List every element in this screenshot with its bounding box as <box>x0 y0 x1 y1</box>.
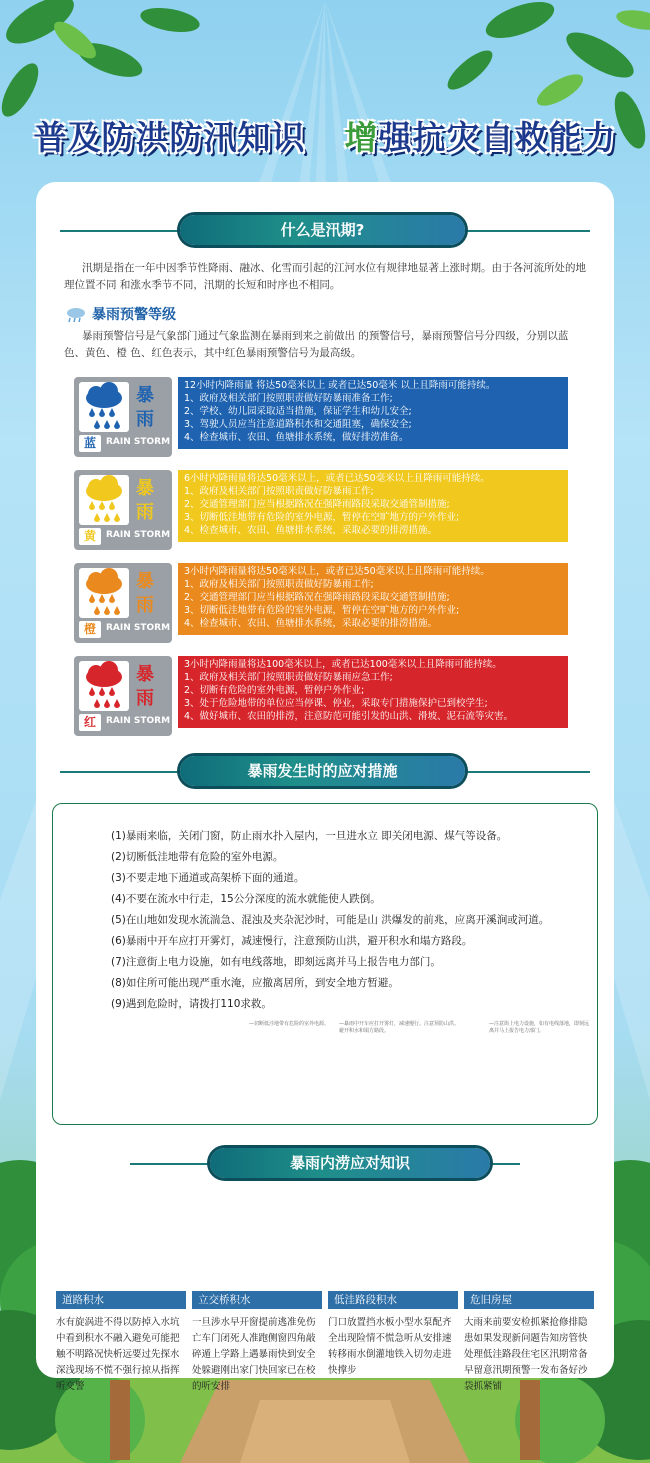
warning-badge <box>74 563 172 643</box>
card-title: 危旧房屋 <box>464 1291 594 1309</box>
warning-badge <box>74 377 172 457</box>
warning-line: 4、检查城市、农田、鱼塘排水系统，做好排涝准备。 <box>184 432 409 443</box>
rain-storm-label: RAIN STORM <box>106 716 171 726</box>
card-text: 一旦涉水早开窗提前逃准免伤亡车门闭死人准跑侧窗四角敲碎遁上学路上遇暴雨快到安全处躲避刚出家门快回家已在校的听安排 <box>192 1317 316 1392</box>
warning-line: 3小时内降雨量将达100毫米以上，或者已达100毫米以上且降雨可能持续。 <box>184 659 502 670</box>
warning-char-1: 暴 <box>136 478 154 499</box>
warning-line: 3、处于危险地带的单位应当停课、停业，采取专门措施保护已到校学生; <box>184 698 488 709</box>
warning-levels-intro: 暴雨预警信号是气象部门通过气象监测在暴雨到来之前做出 的预警信号，暴雨预警信号分四级，分别以蓝色、黄色、橙 色、红色表示，其中红色暴雨预警信号为最高级。 <box>64 330 569 359</box>
warning-line: 2、交通管理部门应当根据路况在强降雨路段采取交通管制措施; <box>184 592 450 603</box>
card-old-house <box>464 1291 594 1395</box>
warning-char-2: 雨 <box>136 409 154 430</box>
warning-line: 2、学校、幼儿园采取适当措施，保证学生和幼儿安全; <box>184 406 412 417</box>
card-lowland-water <box>328 1291 458 1379</box>
warning-char-1: 暴 <box>136 571 154 592</box>
warning-description <box>178 470 568 542</box>
measure-item: (6)暴雨中开车应打开雾灯，减速慢行，注意预防山洪，避开积水和塌方路段。 <box>111 935 473 947</box>
measure-item: (3)不要走地下通道或高架桥下面的通道。 <box>111 872 305 884</box>
card-overpass-water <box>192 1291 322 1395</box>
warning-line: 4、做好城市、农田的排涝，注意防范可能引发的山洪、滑坡、泥石流等灾害。 <box>184 711 514 722</box>
measure-item: (5)在山地如发现水流湍急、混浊及夹杂泥沙时，可能是山 洪爆发的前兆，应离开溪涧或河道。 <box>111 914 550 926</box>
warning-line: 3、驾驶人员应当注意道路积水和交通阻塞，确保安全; <box>184 419 412 430</box>
rain-cloud-icon <box>79 568 129 618</box>
warning-char-1: 暴 <box>136 385 154 406</box>
warning-level-row <box>74 377 568 457</box>
rain-cloud-icon <box>79 661 129 711</box>
measure-item: (2)切断低洼地带有危险的室外电源。 <box>111 851 284 863</box>
warning-line: 3、切断低洼地带有危险的室外电源，暂停在空旷地方的户外作业; <box>184 512 460 523</box>
card-title: 低洼路段积水 <box>328 1291 458 1309</box>
warning-char-2: 雨 <box>136 502 154 523</box>
warning-line: 2、交通管理部门应当根据路况在强降雨路段采取交通管制措施; <box>184 499 450 510</box>
tiny-note: —注意街上电力设施，如有电线落地，即刻远离并马上报告电力部门。 <box>489 1021 590 1034</box>
warning-line: 6小时内降雨量将达50毫米以上，或者已达50毫米以上且降雨可能持续。 <box>184 473 490 484</box>
title-part2: 强抗灾自救能力 <box>378 118 617 157</box>
warning-color-label: 黄 <box>79 528 101 545</box>
warning-line: 1、政府及相关部门按照职责做好防暴雨工作; <box>184 579 374 590</box>
warning-line: 12小时内降雨量 将达50毫米以上 或者已达50毫米 以上且降雨可能持续。 <box>184 380 496 391</box>
warning-line: 1、政府及相关部门按照职责做好防暴雨应急工作; <box>184 672 393 683</box>
measure-item: (8)如住所可能出现严重水淹，应撤离居所，到安全地方暂避。 <box>111 977 399 989</box>
tiny-note: —切断低洼地带有危险的室外电源。 <box>249 1021 330 1027</box>
card-title: 立交桥积水 <box>192 1291 322 1309</box>
warning-description <box>178 377 568 449</box>
card-title: 道路积水 <box>56 1291 186 1309</box>
warning-level-row <box>74 656 568 736</box>
rain-storm-label: RAIN STORM <box>106 437 171 447</box>
warning-color-label: 蓝 <box>79 435 101 452</box>
card-text: 门口放置挡水板小型水泵配齐全出现险情不慌急听从安排速转移雨水倒灌地铁入切勿走进快撑步 <box>328 1317 452 1376</box>
warning-levels-heading: 暴雨预警等级 <box>92 307 176 323</box>
warning-char-2: 雨 <box>136 595 154 616</box>
warning-level-row <box>74 563 568 643</box>
section1-paragraph: 汛期是指在一年中因季节性降雨、融冰、化雪而引起的江河水位有规律地显著上涨时期。由于各河流所处的地理位置不同 和涨水季节不同，汛期的长短和时序也不相同。 <box>64 262 586 291</box>
title-part1: 普及防洪防汛知识 <box>33 118 306 157</box>
card-text: 大雨来前要安检抓紧抢修排隐患如果发现新问题告知房管快处理低洼路段住宅区汛期常备早留意汛期预警一发布备好沙袋抓紧铺 <box>464 1317 588 1392</box>
rain-cloud-icon <box>79 382 129 432</box>
warning-line: 3小时内降雨量将达50毫米以上，或者已达50毫米以上且降雨可能持续。 <box>184 566 490 577</box>
warning-badge <box>74 656 172 736</box>
title-highlight: 增 <box>344 118 379 157</box>
measures-list <box>111 826 549 1015</box>
card-text: 水有旋涡进不得以防掉入水坑中看到积水不融入避免可能把触不明路况快析远要过先探水深浅现场不慌不强行掠从指挥听交警 <box>56 1317 180 1392</box>
measure-item: (9)遇到危险时，请拨打110求救。 <box>111 998 272 1010</box>
rain-storm-label: RAIN STORM <box>106 530 171 540</box>
measures-box <box>52 803 598 1125</box>
rain-storm-label: RAIN STORM <box>106 623 171 633</box>
warning-char-2: 雨 <box>136 688 154 709</box>
section1-heading: 什么是汛期? <box>180 215 465 245</box>
warning-description <box>178 563 568 635</box>
section3-heading: 暴雨内涝应对知识 <box>210 1148 490 1178</box>
warning-char-1: 暴 <box>136 664 154 685</box>
warning-line: 4、检查城市、农田、鱼塘排水系统，采取必要的排涝措施。 <box>184 618 438 629</box>
card-road-water <box>56 1291 186 1395</box>
measure-item: (1)暴雨来临，关闭门窗，防止雨水扑入屋内，一旦进水立 即关闭电源、煤气等设备。 <box>111 830 508 842</box>
rain-cloud-icon <box>79 475 129 525</box>
warning-color-label: 橙 <box>79 621 101 638</box>
warning-description <box>178 656 568 728</box>
warning-color-label: 红 <box>79 714 101 731</box>
rain-cloud-icon <box>64 305 88 327</box>
warning-level-row <box>74 470 568 550</box>
warning-line: 4、检查城市、农田、鱼塘排水系统，采取必要的排涝措施。 <box>184 525 438 536</box>
measure-item: (7)注意街上电力设施，如有电线落地，即刻远离并马上报告电力部门。 <box>111 956 441 968</box>
tiny-note: —暴雨中开车应打开雾灯，减速慢行。注意预防山洪。避开积水和塌方路段。 <box>339 1021 460 1034</box>
warning-badge <box>74 470 172 550</box>
section2-heading: 暴雨发生时的应对措施 <box>180 756 465 786</box>
measure-item: (4)不要在流水中行走，15公分深度的流水就能使人跌倒。 <box>111 893 381 905</box>
page-title <box>0 112 650 159</box>
warning-line: 2、切断有危险的室外电源，暂停户外作业; <box>184 685 365 696</box>
warning-line: 1、政府及相关部门按照职责做好防暴雨工作; <box>184 486 374 497</box>
warning-line: 1、政府及相关部门按照职责做好防暴雨准备工作; <box>184 393 393 404</box>
warning-line: 3、切断低洼地带有危险的室外电源，暂停在空旷地方的户外作业; <box>184 605 460 616</box>
